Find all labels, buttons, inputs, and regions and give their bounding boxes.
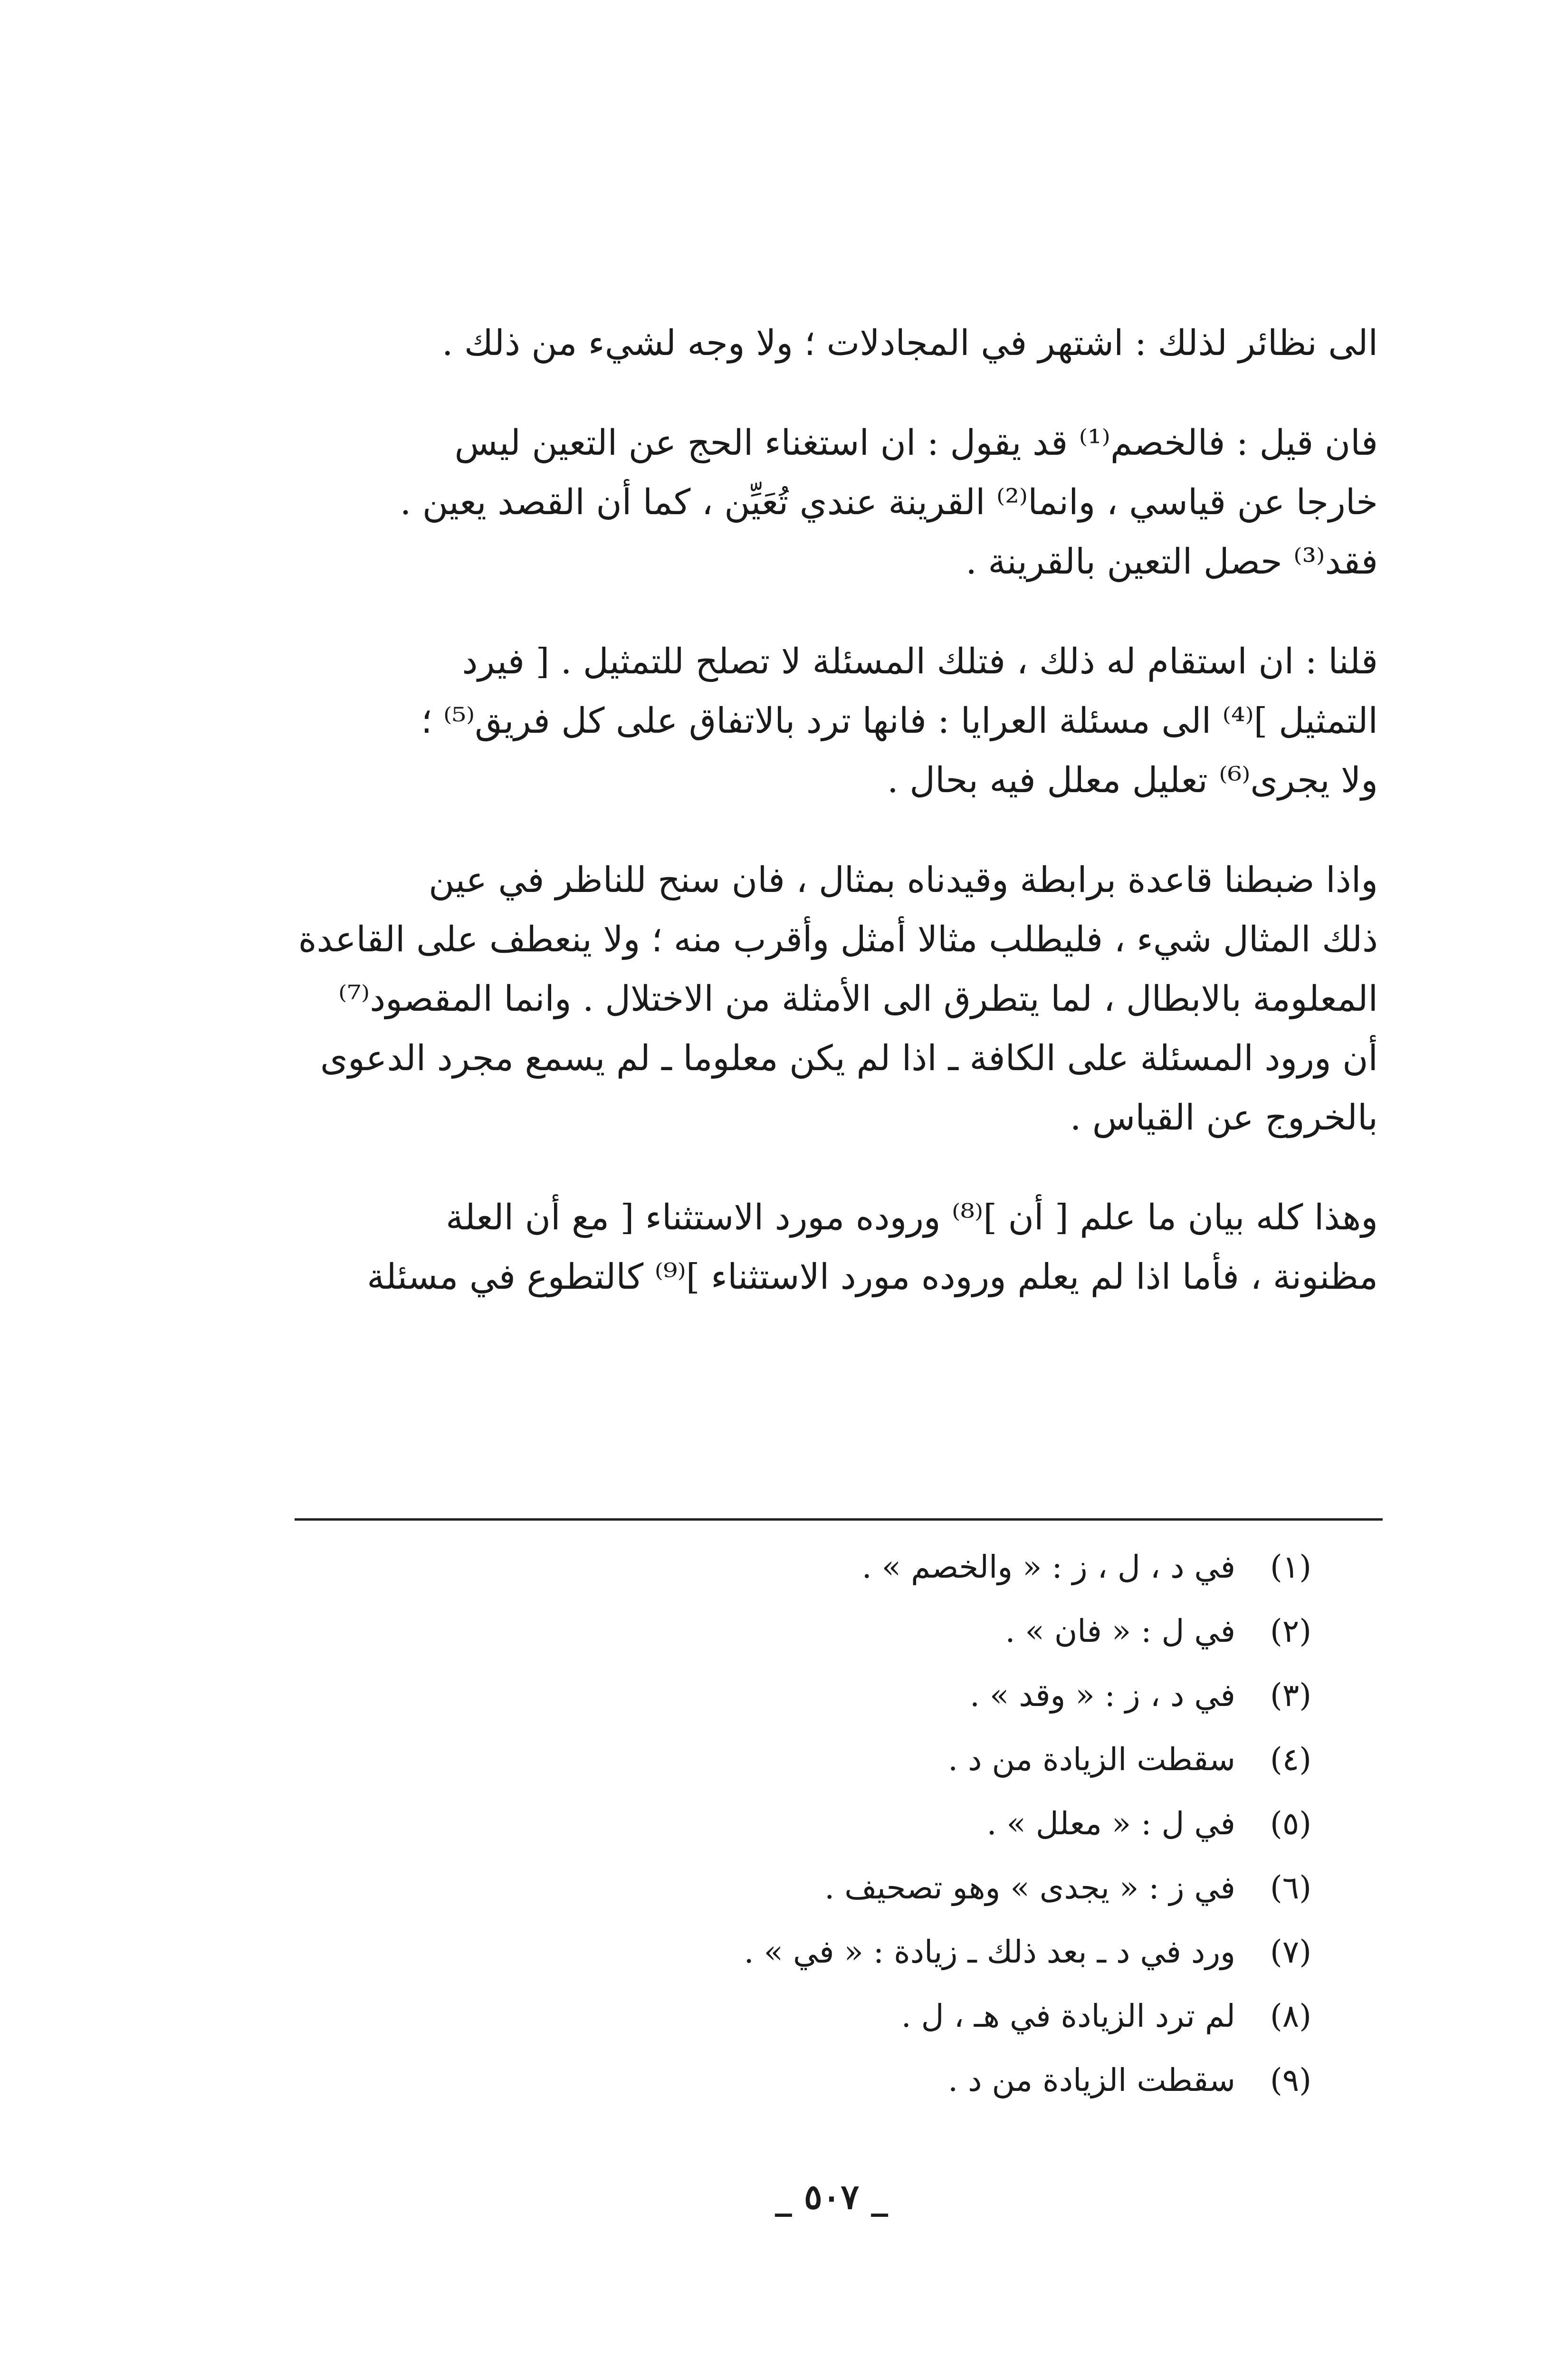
footnote-3 — [475, 1663, 1311, 1727]
text-line: فقد⁽³⁾ حصل التعين بالقرينة . — [966, 541, 1378, 582]
main-text — [238, 314, 1378, 1347]
footnote-number: (٧) — [1270, 1934, 1311, 1970]
text-line: بالخروج عن القياس . — [1070, 1097, 1378, 1138]
text-line: مظنونة ، فأما اذا لم يعلم وروده مورد الاستثناء ]⁽⁹⁾ كالتطوع في مسئلة — [367, 1256, 1378, 1297]
text-line: المعلومة بالابطال ، لما يتطرق الى الأمثلة من الاختلال . وانما المقصود⁽⁷⁾ — [338, 978, 1378, 1019]
footnote-text: ورد في د ـ بعد ذلك ـ زيادة : « في » . — [744, 1934, 1235, 1970]
footnote-9 — [475, 2048, 1311, 2112]
footnote-text: في ز : « يجدى » وهو تصحيف . — [824, 1869, 1235, 1906]
footnote-4 — [475, 1727, 1311, 1792]
paragraph-4 — [238, 851, 1378, 1148]
footnote-text: في د ، ز : « وقد » . — [969, 1677, 1235, 1714]
footnote-5 — [475, 1792, 1311, 1856]
text-line: قلنا : ان استقام له ذلك ، فتلك المسئلة لا تصلح للتمثيل . [ فيرد — [462, 641, 1378, 682]
footnote-text: سقطت الزيادة من د . — [948, 2062, 1235, 2098]
footnote-number: (٨) — [1270, 1998, 1311, 2034]
paragraph-5 — [238, 1188, 1378, 1307]
text-line: أن ورود المسئلة على الكافة ـ اذا لم يكن معلوما ـ لم يسمع مجرد الدعوى — [320, 1038, 1378, 1079]
footnote-number: (٢) — [1270, 1613, 1311, 1649]
footnote-number: (٦) — [1270, 1869, 1311, 1906]
paragraph-1 — [238, 314, 1378, 373]
footnote-8 — [475, 1984, 1311, 2048]
footnote-6 — [475, 1856, 1311, 1920]
paragraph-2 — [238, 413, 1378, 592]
footnote-text: سقطت الزيادة من د . — [948, 1741, 1235, 1778]
footnote-text: لم ترد الزيادة في هـ ، ل . — [901, 1998, 1235, 2034]
text-line: واذا ضبطنا قاعدة برابطة وقيدناه بمثال ، فان سنح للناظر في عين — [429, 860, 1378, 901]
text-line: الى نظائر لذلك : اشتهر في المجادلات ؛ ولا وجه لشيء من ذلك . — [442, 323, 1378, 364]
footnote-1 — [475, 1535, 1311, 1599]
text-line: خارجا عن قياسي ، وانما⁽²⁾ القرينة عندي تُعَيِّن ، كما أن القصد يعين . — [400, 482, 1378, 523]
footnote-text: في د ، ل ، ز : « والخصم » . — [861, 1549, 1235, 1585]
footnote-number: (١) — [1270, 1549, 1311, 1585]
footnote-number: (٥) — [1270, 1805, 1311, 1842]
footnote-text: في ل : « فان » . — [1005, 1613, 1235, 1649]
text-line: ذلك المثال شيء ، فليطلب مثالا أمثل وأقرب منه ؛ ولا ينعطف على القاعدة — [298, 919, 1378, 960]
text-line: وهذا كله بيان ما علم [ أن ]⁽⁸⁾ وروده مورد الاستثناء [ مع أن العلة — [446, 1197, 1378, 1238]
footnote-text: في ل : « معلل » . — [986, 1805, 1235, 1842]
text-line: التمثيل ]⁽⁴⁾ الى مسئلة العرايا : فانها ترد بالاتفاق على كل فريق⁽⁵⁾ ؛ — [421, 700, 1378, 741]
page-number: _ ٥٠٧ _ — [774, 2176, 889, 2217]
text-line: فان قيل : فالخصم⁽¹⁾ قد يقول : ان استغناء الحج عن التعين ليس — [454, 422, 1378, 463]
footnotes — [475, 1535, 1311, 2112]
text-line: ولا يجرى⁽⁶⁾ تعليل معلل فيه بحال . — [887, 760, 1378, 801]
footnote-number: (٩) — [1270, 2062, 1311, 2098]
footnote-number: (٤) — [1270, 1741, 1311, 1778]
footnote-divider — [295, 1518, 1383, 1521]
footnote-7 — [475, 1920, 1311, 1984]
paragraph-3 — [238, 632, 1378, 810]
footnote-2 — [475, 1599, 1311, 1663]
footnote-number: (٣) — [1270, 1677, 1311, 1714]
